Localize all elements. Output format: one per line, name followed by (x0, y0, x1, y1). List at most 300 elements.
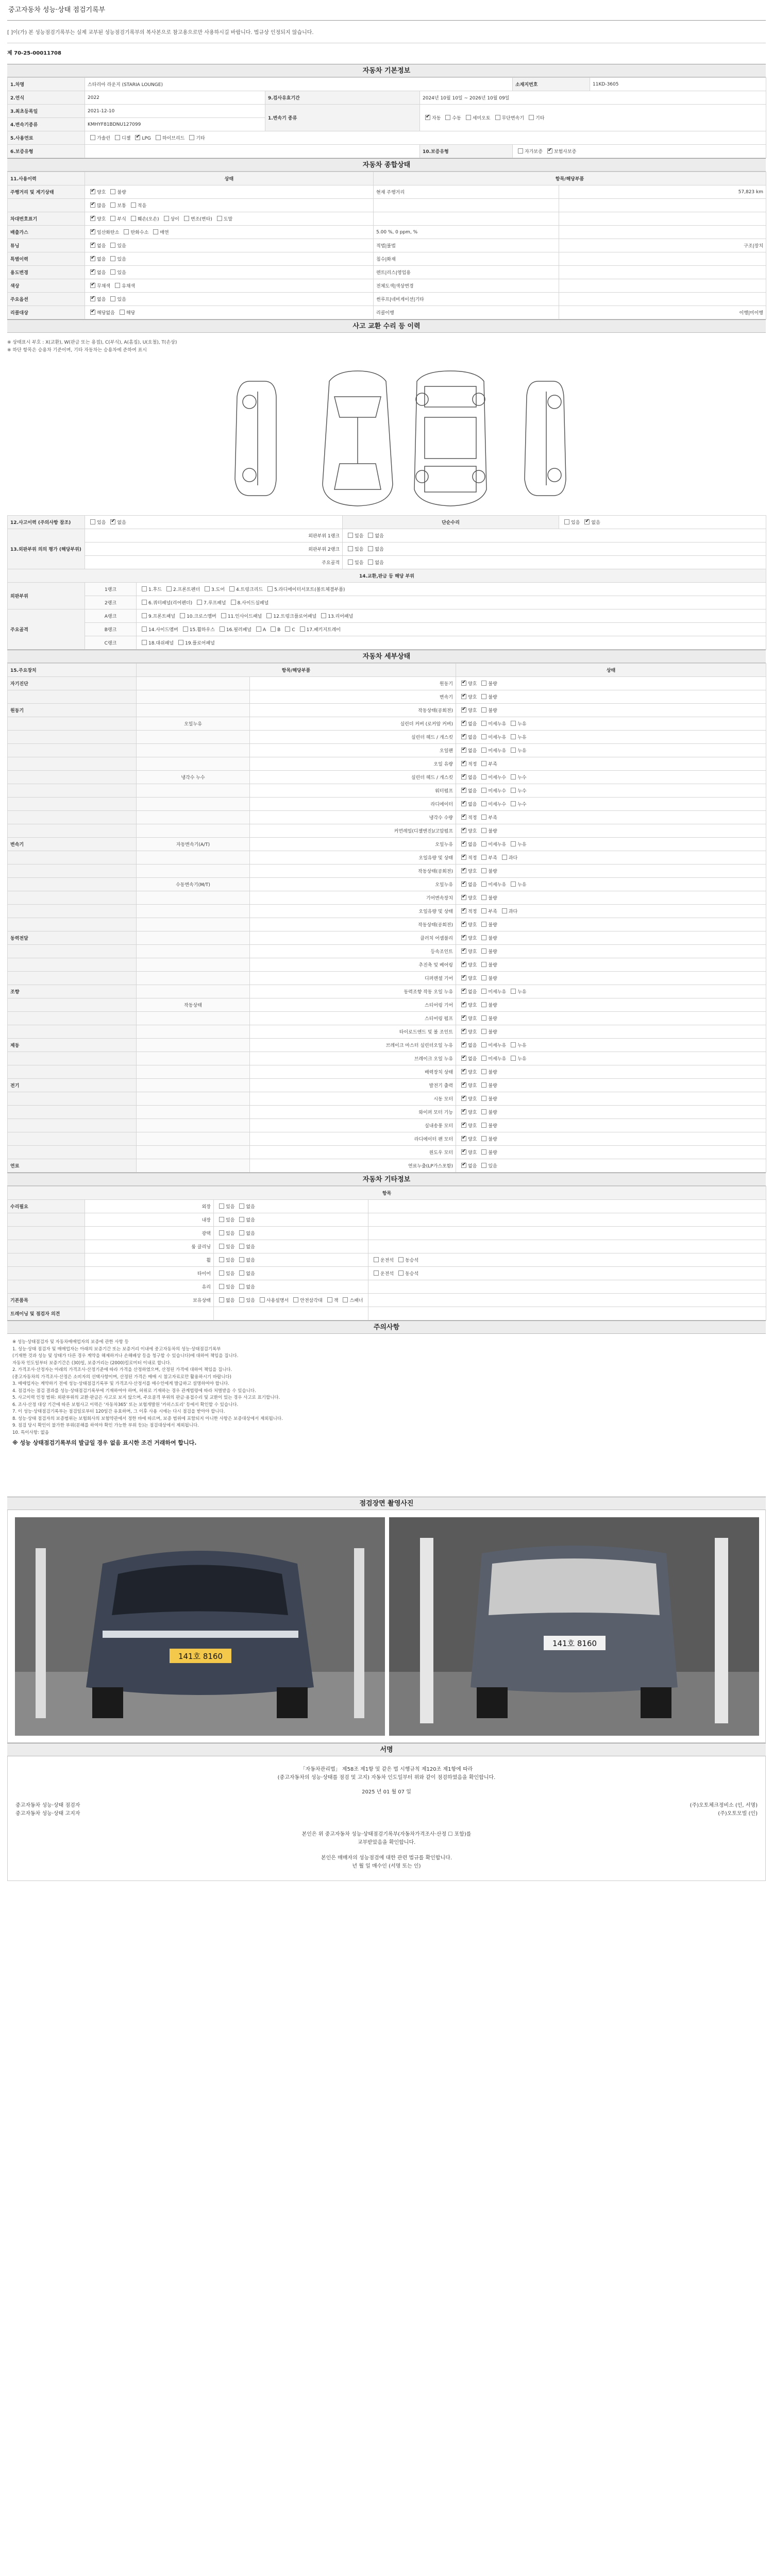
left-side-view (235, 381, 276, 496)
note-line: 3. 매매업자는 계약하기 전에 성능·상태점검기록부 및 가격조사·산정서를 매수인에게 발급하고 설명하여야 합니다. (12, 1381, 229, 1386)
checkbox (180, 613, 185, 618)
checkbox (461, 1015, 466, 1021)
detail-row: 원동기 작동상태(공회전) ✔ 양호 불량 (8, 704, 766, 717)
checkbox (183, 626, 188, 632)
checkbox (481, 1042, 486, 1047)
checkbox (153, 229, 158, 234)
year-value: 2022 (85, 91, 265, 105)
checkbox (481, 1056, 486, 1061)
parts-rank2-options: 6.쿼터패널(리어펜더) 7.루프패널 8.사이드실패널 (137, 596, 766, 609)
checkbox (293, 1297, 298, 1302)
general-row: 색상 ✔ 무채색 유채색 전체도색|색상변경 (8, 279, 766, 293)
checkbox (481, 855, 486, 860)
checkbox (142, 600, 147, 605)
note-line: 9. 점검 당시 확인이 불가한 부위(분해를 하여야 확인 가능한 부위 등)는 점검대상에서 제외됩니다. (12, 1423, 199, 1428)
checkbox (481, 989, 486, 994)
checkbox (461, 721, 466, 726)
basic-info-table (7, 77, 766, 158)
checkbox (368, 560, 373, 565)
checkbox (156, 135, 161, 140)
checkbox (120, 310, 125, 315)
notifier-label: 중고자동차 성능·상태 고지자 (15, 1811, 80, 1817)
outer-rank2-options: 있음 없음 (343, 543, 766, 556)
checkbox (135, 135, 140, 140)
checkbox (481, 1149, 486, 1155)
other-info-title: 자동차 기타정보 (7, 1173, 766, 1186)
checkbox (219, 1297, 224, 1302)
checkbox (461, 1109, 466, 1114)
inspection-document (7, 0, 766, 1881)
fuel-label: 5.사용연료 (8, 131, 85, 145)
checkbox (461, 681, 466, 686)
detail-row: 오일유량 및 상태 ✔ 적정 부족 과다 (8, 851, 766, 865)
other-row: 유리 있음 없음 (8, 1280, 766, 1294)
checkbox (461, 828, 466, 833)
general-row: 리콜대상 ✔ 해당없음 해당 리콜이행 이행|미이행 (8, 306, 766, 319)
checkbox (110, 202, 115, 208)
checkbox (511, 801, 516, 806)
general-head-item: 항목/해당부품 (374, 172, 766, 185)
checkbox (461, 922, 466, 927)
checkbox (461, 815, 466, 820)
general-row: 용도변경 ✔ 없음 있음 렌트|리스|영업용 (8, 266, 766, 279)
checkbox (481, 721, 486, 726)
checkbox (481, 815, 486, 820)
checkbox (348, 560, 353, 565)
checkbox (481, 828, 486, 833)
checkbox (219, 1230, 224, 1235)
checkbox (239, 1270, 244, 1276)
car-name-label: 1.차명 (8, 78, 85, 91)
general-state-title: 자동차 종합상태 (7, 158, 766, 172)
other-row: 룸 클리닝 있음 없음 (8, 1240, 766, 1253)
basic-info-title: 자동차 기본정보 (7, 64, 766, 77)
detail-row: 작동상태(공회전) ✔ 양호 불량 (8, 865, 766, 878)
checkbox (502, 908, 507, 913)
checkbox (398, 1257, 404, 1262)
checkbox (461, 868, 466, 873)
checkbox (343, 1297, 348, 1302)
note-line: 1. 성능·상태 점검자 및 매매업자는 아래의 보증기간 또는 보증거리 이내에 중고자동차의 성능·상태점검기록부 (12, 1346, 221, 1352)
checkbox (219, 1244, 224, 1249)
checkbox (90, 310, 95, 315)
detail-row: 자기진단 원동기 ✔ 양호 불량 (8, 677, 766, 690)
checkbox (90, 202, 95, 208)
checkbox (90, 135, 95, 140)
checkbox (239, 1244, 244, 1249)
checkbox (511, 1042, 516, 1047)
checkbox (90, 256, 95, 261)
general-row: ✔많음 보통 적음 (8, 199, 766, 212)
checkbox (90, 216, 95, 221)
damage-table: 12.사고이력 (주의사항 참조) 있음✔ 없음 단순수리 있음✔ 없음 13.외판부위 의의 평가 (해당부위) 외판부위 1랭크 있음 없음 외판부위 2랭크 있음 없음 주요골격 있음 없음 14.교환,판금 등 해당 부위 외판부위 1랭크 1.후드 2.프론트펜더 3.도어 4.트렁크리드 5.라디에이터서포트(볼트체결부품) 2랭크 6.쿼터패널(리어펜더) 7.루프패널 8.사이드실패널 주요골격 A랭크 9.프론트패널 10.크로스멤버 11.인사이드패널 12.트렁크플로어패널 13.리어패널 B랭크 14.사이드멤버 15.휠하우스 16.필러패널 A B C 17.패키지트레이 C랭크 18.대쉬패널 19.플로어패널 (7, 515, 766, 650)
inspector-value: (주)오토체크정비소 (인, 서명) (690, 1803, 758, 1808)
checkbox (368, 533, 373, 538)
final-note: ※ 성능 상태점검기록부의 발급일 경우 없음 표시한 조건 거래하여 합니다. (12, 1439, 197, 1446)
detail-row: 스티어링 펌프 ✔ 양호 불량 (8, 1012, 766, 1025)
checkbox (461, 895, 466, 900)
damage-legend: ※ 상태표시 부호 : X(교환), W(판금 또는 용접), C(부식), A(흠집), U(요철), T(손상) ※ 하단 항목은 승용차 기준이며, 기타 자동차는 승용차에 준하여 표시 (7, 340, 177, 353)
note-line: ※ 성능·상태점검자 및 자동차매매업자의 보증에 관한 사항 등 (12, 1340, 129, 1345)
checkbox (90, 189, 95, 194)
checkbox (219, 1204, 224, 1209)
checkbox (461, 1029, 466, 1034)
checkbox (511, 721, 516, 726)
detail-row: 오일누유 실린더 커버 (로커암 커버) ✔ 없음 미세누유 누유 (8, 717, 766, 731)
checkbox (461, 1096, 466, 1101)
detail-row: 오일유량 및 상태 ✔ 적정 부족 과다 (8, 905, 766, 918)
rear-photo (389, 1517, 759, 1736)
parts-rankB-options: 14.사이드멤버 15.휠하우스 16.필러패널 A B C 17.패키지트레이 (137, 623, 766, 636)
checkbox (481, 1136, 486, 1141)
detail-row: 변속기 ✔ 양호 불량 (8, 690, 766, 704)
checkbox (110, 269, 115, 275)
detail-row: 작동상태 스티어링 기어 ✔ 양호 불량 (8, 998, 766, 1012)
note-line: 자동차 인도일부터 보증기간은 (30)일, 보증거리는 (2000)킬로미터 이내로 합니다. (12, 1360, 172, 1366)
frame-label: 주요골격 (85, 556, 343, 569)
checkbox (481, 1015, 486, 1021)
first-reg-label: 3.최초등록일 (8, 105, 85, 118)
checkbox (115, 283, 120, 288)
general-row: 주행거리 및 계기상태 ✔ 양호 불량 현재 주행거리 57,823 km (8, 185, 766, 199)
general-state-table (7, 172, 766, 319)
checkbox (219, 1270, 224, 1276)
replaced-parts-title: 14.교환,판금 등 해당 부위 (8, 569, 766, 583)
detail-row: 타이로드엔드 및 볼 조인트 ✔ 양호 불량 (8, 1025, 766, 1039)
checkbox (260, 1297, 265, 1302)
checkbox (300, 626, 305, 632)
car-name-value: 스타리아 라운지 (STARIA LOUNGE) (85, 78, 513, 91)
detail-row: 제동 브레이크 마스터 실린더오일 누유 ✔ 없음 미세누유 누유 (8, 1039, 766, 1052)
inspector-label: 중고자동차 성능·상태 점검자 (15, 1803, 80, 1808)
checkbox (90, 296, 95, 301)
checkbox (481, 707, 486, 713)
first-reg-value: 2021-12-10 (85, 105, 265, 118)
general-row: 튜닝 ✔ 없음 있음 적법|불법 구조|장치 (8, 239, 766, 252)
checkbox (239, 1257, 244, 1262)
checkbox (197, 600, 202, 605)
inspection-period-value: 2024년 10월 10일 ~ 2026년 10월 09일 (420, 91, 766, 105)
detail-row: 동력전달 클러치 어셈블리 ✔ 양호 불량 (8, 931, 766, 945)
general-row: 특별이력 ✔ 없음 있음 침수|화재 (8, 252, 766, 266)
checkbox (285, 626, 290, 632)
checkbox (166, 586, 172, 591)
plate-label: 소재지번호 (513, 78, 590, 91)
checkbox (110, 296, 115, 301)
checkbox (231, 600, 236, 605)
detail-row: 디퍼렌셜 기어 ✔ 양호 불량 (8, 972, 766, 985)
detail-row: 실린더 헤드 / 개스킷 ✔ 없음 미세누유 누유 (8, 731, 766, 744)
svg-text:141호 8160: 141호 8160 (178, 1652, 223, 1661)
warranty-options: 자가보증✔ 보험사보증 (513, 145, 766, 158)
checkbox (461, 707, 466, 713)
checkbox (142, 613, 147, 618)
damage-history-title: 사고 교환 수리 등 이력 (7, 319, 766, 333)
checkbox (239, 1217, 244, 1222)
other-row: 타이어 있음 없음 운전석 동승석 (8, 1267, 766, 1280)
checkbox (481, 922, 486, 927)
accident-history-options: 있음✔ 없음 (85, 516, 343, 529)
checkbox (327, 1297, 332, 1302)
checkbox (110, 243, 115, 248)
checkbox (481, 1109, 486, 1114)
other-row: 내장 있음 없음 (8, 1213, 766, 1227)
checkbox (481, 681, 486, 686)
detail-state-title: 자동차 세부상태 (7, 650, 766, 663)
detail-row: 커먼레일(디젤엔진)/고압펌프 ✔ 양호 불량 (8, 824, 766, 838)
checkbox (461, 788, 466, 793)
checkbox (511, 841, 516, 846)
checkbox (90, 229, 95, 234)
checkbox (374, 1270, 379, 1276)
checkbox (481, 948, 486, 954)
checkbox (461, 694, 466, 699)
checkbox (461, 962, 466, 967)
photos-title: 점검장면 촬영사진 (7, 1497, 766, 1510)
checkbox (425, 115, 430, 120)
detail-state-table: 15.주요장치 항목/해당부품 상태 자기진단 원동기 ✔ 양호 불량 변속기 ✔ 양호 불량 원동기 작동상태(공회전) ✔ 양호 불량 오일누유 실린더 커버 (로커암 커버) ✔ 없음 미세누유 누유 실린더 헤드 / 개스킷 ✔ 없음 미세누유 누유 오일팬 ✔ 없음 미세누유 누유 오일 유량 ✔ 적정 부족 냉각수 누수 실린더 헤드 / 개스킷 ✔ 없음 미세누수 누수 워터펌프 ✔ 없음 미세누수 누수 라디에이터 ✔ 없음 미세누수 누수 냉각수 수량 ✔ 적정 부족 커먼레일(디젤엔진)/고압펌프 ✔ 양호 불량 변속기 자동변속기(A/T) 오일누유 ✔ 없음 미세누유 누유 오일유량 및 상태 ✔ 적정 부족 과다 작동상태(공회전) ✔ 양호 불량 수동변속기(M/T) 오일누유 ✔ 없음 미세누유 누유 기어변속장치 ✔ 양호 불량 오일유량 및 상태 ✔ 적정 부족 과다 작동상태(공회전) ✔ 양호 불량 동력전달 클러치 어셈블리 ✔ 양호 불량 등속조인트 ✔ 양호 불량 추진축 및 베어링 ✔ 양호 불량 디퍼렌셜 기어 ✔ 양호 불량 조향 동력조향 작동 오일 누유 ✔ 없음 미세누유 누유 작동상태 스티어링 기어 ✔ 양호 불량 스티어링 펌프 ✔ 양호 불량 타이로드엔드 및 볼 조인트 ✔ 양호 불량 제동 브레이크 마스터 실린더오일 누유 ✔ 없음 미세누유 누유 브레이크 오일 누유 ✔ 없음 미세누유 누유 배력장치 상태 ✔ 양호 불량 전기 발전기 출력 ✔ 양호 불량 시동 모터 ✔ 양호 불량 와이퍼 모터 기능 ✔ 양호 불량 실내송풍 모터 ✔ 양호 불량 라디에이터 팬 모터 ✔ 양호 불량 윈도우 모터 ✔ 양호 불량 연료 연료누출(LP가스포함) ✔ 없음 있음 (7, 663, 766, 1173)
checkbox (256, 626, 261, 632)
other-row: 수리필요 외장 있음 없음 (8, 1200, 766, 1213)
top-view (323, 371, 393, 506)
checkbox (511, 734, 516, 739)
checkbox (461, 801, 466, 806)
checkbox (110, 216, 115, 221)
detail-row: 오일 유량 ✔ 적정 부족 (8, 757, 766, 771)
checkbox (461, 1136, 466, 1141)
other-info-table: 항목 수리필요 외장 있음 없음 내장 있음 없음 광택 있음 없음 룸 클리닝 있음 없음 휠 있음 없음 운전석 동승석 타이어 있음 없음 운전석 동승석 유리 있음 없음 기본품목 보유상태 없음 있음 사용설명서 안전삼각대 잭 스패너 트레이닝 및 점검자 의견 (7, 1186, 766, 1320)
warranty-label: 6.보증유형 (8, 145, 85, 158)
checkbox (229, 586, 234, 591)
parts-rankC-options: 18.대쉬패널 19.플로어패널 (137, 636, 766, 650)
checkbox (461, 1056, 466, 1061)
detail-row: 냉각수 수량 ✔ 적정 부족 (8, 811, 766, 824)
checkbox (481, 868, 486, 873)
outer-rank1-options: 있음 없음 (343, 529, 766, 543)
checkbox (461, 1002, 466, 1007)
detail-row: 기어변속장치 ✔ 양호 불량 (8, 891, 766, 905)
frame-options: 있음 없음 (343, 556, 766, 569)
checkbox (239, 1204, 244, 1209)
checkbox (481, 882, 486, 887)
checkbox (217, 216, 222, 221)
checkbox (461, 1149, 466, 1155)
checkbox (481, 1002, 486, 1007)
checkbox (221, 613, 226, 618)
right-side-view (525, 381, 566, 496)
checkbox (461, 975, 466, 980)
checkbox (219, 1217, 224, 1222)
checkbox (481, 788, 486, 793)
checkbox (466, 115, 471, 120)
detail-row: 수동변속기(M/T) 오일누유 ✔ 없음 미세누유 누유 (8, 878, 766, 891)
checkbox (511, 882, 516, 887)
checkbox (502, 855, 507, 860)
checkbox (219, 1257, 224, 1262)
outer-rank2-label: 외판부위 2랭크 (85, 543, 343, 556)
simple-repair-label: 단순수리 (343, 516, 559, 529)
svg-text:141호 8160: 141호 8160 (552, 1639, 597, 1648)
checkbox (495, 115, 500, 120)
transmission-options: ✔ 자동 수동 세미오토 무단변속기 기타 (420, 105, 766, 131)
outer-rank1-label: 외판부위 1랭크 (85, 529, 343, 543)
checkbox (368, 546, 373, 551)
checkbox (481, 962, 486, 967)
note-line: (중고자동차의 가격조사·산정은 소비자의 선택사항이며, 산정된 가격은 매매 시 참고자료로만 활용하시기 바랍니다) (12, 1374, 231, 1380)
note-line: 6. 조사·산정 대상 기간에 따른 보험사고 이력은 '자동차365' 또는 보험개발원 '카히스토리' 등에서 확인할 수 있습니다. (12, 1402, 239, 1408)
outer-parts-label: 외판부위 (8, 583, 85, 609)
checkbox (239, 1284, 244, 1289)
car-outline-diagram (7, 361, 766, 515)
detail-row: 브레이크 오일 누유 ✔ 없음 미세누유 누유 (8, 1052, 766, 1065)
checkbox (178, 640, 183, 645)
detail-row: 작동상태(공회전) ✔ 양호 불량 (8, 918, 766, 931)
signature-title: 서명 (7, 1743, 766, 1756)
year-label: 2.연식 (8, 91, 85, 105)
checkbox (511, 748, 516, 753)
general-row: 주요옵션 ✔ 없음 있음 썬루프|네비게이션|기타 (8, 293, 766, 306)
checkbox (131, 216, 136, 221)
checkbox (481, 748, 486, 753)
checkbox (461, 908, 466, 913)
frame-view (414, 371, 486, 506)
checkbox (511, 1056, 516, 1061)
note-line: 7. 이 성능·상태점검기록부는 점검일로부터 120일간 유효하며, 그 이후 사용 시에는 다시 점검을 받아야 합니다. (12, 1409, 225, 1414)
checkbox (348, 546, 353, 551)
general-row: 차대번호표기 ✔ 양호 부식 훼손(오손) 상이 변조(변타) 도말 (8, 212, 766, 226)
checkbox (481, 774, 486, 779)
checkbox (271, 626, 276, 632)
checkbox (481, 841, 486, 846)
vin-label: 4.변속기종류 (8, 118, 85, 131)
checkbox (461, 1163, 466, 1168)
sign-date: 2025 년 01 월 07 일 (362, 1789, 411, 1795)
checkbox (445, 115, 450, 120)
general-row: 배출가스 ✔ 일산화탄소 탄화수소 매연 5.00 %, 0 ppm, % (8, 226, 766, 239)
detail-row: 등속조인트 ✔ 양호 불량 (8, 945, 766, 958)
frame-parts-label: 주요골격 (8, 609, 85, 650)
checkbox (239, 1297, 244, 1302)
checkbox (110, 519, 115, 524)
checkbox (461, 734, 466, 739)
detail-row: 라디에이터 팬 모터 ✔ 양호 불량 (8, 1132, 766, 1146)
notes-body (7, 1334, 766, 1497)
vin-value: KMHYF81BDNU127099 (85, 118, 265, 131)
warranty-type-label: 10.보증유형 (420, 145, 513, 158)
note-line: 10. 특이사항: 없음 (12, 1430, 49, 1435)
checkbox (267, 586, 273, 591)
checkbox (529, 115, 534, 120)
checkbox (481, 734, 486, 739)
checkbox (461, 1042, 466, 1047)
checkbox (461, 935, 466, 940)
checkbox (205, 586, 210, 591)
checkbox (461, 748, 466, 753)
document-number: 제 70-25-00011708 (7, 50, 61, 56)
simple-repair-options: 있음✔ 없음 (559, 516, 766, 529)
other-row: 광택 있음 없음 (8, 1227, 766, 1240)
checkbox (124, 229, 129, 234)
checkbox (481, 1069, 486, 1074)
checkbox (398, 1270, 404, 1276)
note-line: (기재한 것과 성능 및 상태가 다른 경우 계약을 해제하거나 손해배상 등을 청구할 수 있습니다)에 대하여 책임을 집니다. (12, 1353, 239, 1359)
checkbox (164, 216, 169, 221)
inspection-photos (7, 1510, 766, 1743)
checkbox (461, 841, 466, 846)
checkbox (481, 975, 486, 980)
car-body-diagram (7, 361, 766, 515)
parts-rank1-options: 1.후드 2.프론트펜더 3.도어 4.트렁크리드 5.라디에이터서포트(볼트체결부품) (137, 583, 766, 596)
notice-text: [ ]이(가) 본 성능점검기록부는 실제 교부된 성능점검기록부의 복사본으로 참고용으로만 사용하시길 바랍니다. 법규상 인정되지 않습니다. (7, 21, 766, 43)
detail-row: 추진축 및 베어링 ✔ 양호 불량 (8, 958, 766, 972)
checkbox (481, 1163, 486, 1168)
checkbox (461, 774, 466, 779)
detail-row: 조향 동력조향 작동 오일 누유 ✔ 없음 미세누유 누유 (8, 985, 766, 998)
checkbox (142, 640, 147, 645)
checkbox (518, 148, 523, 154)
checkbox (461, 761, 466, 766)
checkbox (461, 989, 466, 994)
checkbox (239, 1230, 244, 1235)
checkbox (219, 1284, 224, 1289)
other-row: 휠 있음 없음 운전석 동승석 (8, 1253, 766, 1267)
general-head-state: 상태 (85, 172, 374, 185)
plate-value: 11KD-3605 (590, 78, 766, 91)
detail-row: 시동 모터 ✔ 양호 불량 (8, 1092, 766, 1106)
general-head-usage: 11.사용이력 (8, 172, 85, 185)
checkbox (142, 626, 147, 632)
checkbox (564, 519, 569, 524)
checkbox (220, 626, 225, 632)
checkbox (461, 948, 466, 954)
detail-row: 워터펌프 ✔ 없음 미세누수 누수 (8, 784, 766, 798)
other-row: 기본품목 보유상태 없음 있음 사용설명서 안전삼각대 잭 스패너 (8, 1294, 766, 1307)
buyer-signature-line: 년 월 일 매수인 (서명 또는 인) (352, 1863, 421, 1869)
note-line: 4. 점검자는 점검 결과를 성능·상태점검기록부에 기재하여야 하며, 허위로 기재하는 경우 관계법령에 따라 처벌받을 수 있습니다. (12, 1388, 256, 1394)
transmission-label: 1.변속기 종류 (265, 105, 420, 131)
signature-section: 「자동차관리법」 제58조 제1항 및 같은 법 시행규칙 제120조 제1항에 따라 (중고자동차의 성능·상태를 점검 및 고지) 자동차 인도일부터 위와 같이 점검하였음을 확인합니다. 2025 년 01 월 07 일 중고자동차 성능·상태 점검자 (주)오토체크정비소 (인, 서명) 중고자동차 성능·상태 고지자 (주)오토모빌 (인) 본인은 위 중고자동차 성능·상태점검기록부(자동차가격조사·산정 ☐ 포함)를 교부받았음을 확인합니다. 본인은 매매자의 성능점검에 대한 관련 법규를 확인합니다. 년 월 일 매수인 (서명 또는 인) (7, 1756, 766, 1881)
note-line: 5. 사고이력 인정 범위: 외판부위의 교환·판금은 사고로 보지 않으며, 주요골격 부위의 판금·용접수리 및 교환이 있는 경우 사고로 표기합니다. (12, 1395, 280, 1400)
detail-row: 배력장치 상태 ✔ 양호 불량 (8, 1065, 766, 1079)
detail-row: 변속기 자동변속기(A/T) 오일누유 ✔ 없음 미세누유 누유 (8, 838, 766, 851)
checkbox (481, 935, 486, 940)
checkbox (481, 761, 486, 766)
checkbox (547, 148, 552, 154)
checkbox (584, 519, 590, 524)
detail-row: 연료 연료누출(LP가스포함) ✔ 없음 있음 (8, 1159, 766, 1173)
detail-row: 라디에이터 ✔ 없음 미세누수 누수 (8, 798, 766, 811)
checkbox (461, 882, 466, 887)
front-photo (15, 1517, 385, 1736)
detail-row: 실내송풍 모터 ✔ 양호 불량 (8, 1119, 766, 1132)
inspection-period-label: 9.검사유효기간 (265, 91, 420, 105)
note-line: 2. 가격조사·산정자는 아래의 가격조사·산정기준에 따라 가격을 산정하였으며, 산정된 가격에 대하여 책임을 집니다. (12, 1367, 232, 1372)
checkbox (481, 908, 486, 913)
checkbox (511, 788, 516, 793)
checkbox (184, 216, 189, 221)
checkbox (110, 189, 115, 194)
checkbox (481, 1029, 486, 1034)
detail-row: 와이퍼 모터 기능 ✔ 양호 불량 (8, 1106, 766, 1119)
checkbox (481, 1096, 486, 1101)
checkbox (374, 1257, 379, 1262)
checkbox (348, 533, 353, 538)
checkbox (90, 243, 95, 248)
note-line: 8. 성능·상태 점검자의 보증범위는 보험회사의 보험약관에서 정한 바에 따르며, 보증 범위에 포함되지 아니한 사항은 보증대상에서 제외됩니다. (12, 1416, 283, 1421)
outer-eval-label: 13.외판부위 의의 평가 (해당부위) (8, 529, 85, 569)
detail-row: 오일팬 ✔ 없음 미세누유 누유 (8, 744, 766, 757)
checkbox (461, 1082, 466, 1088)
